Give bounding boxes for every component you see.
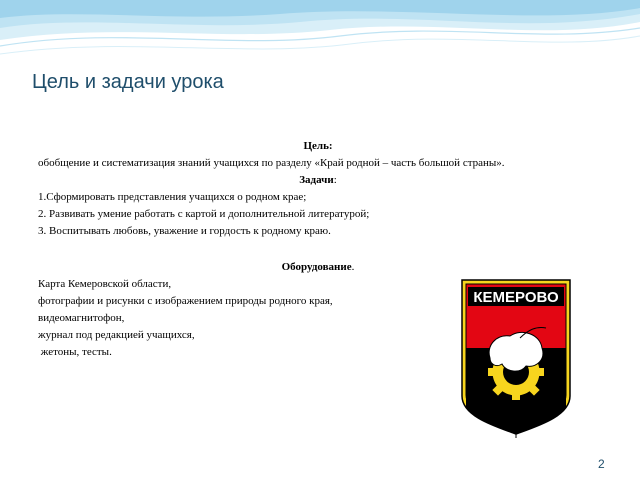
task-item: 1.Сформировать представления учащихся о родном крае; (38, 191, 307, 203)
emblem-caption: КЕМЕРОВО (473, 289, 559, 306)
tasks-heading: Задачи (299, 174, 334, 186)
task-item: 3. Воспитывать любовь, уважение и гордость к родному краю. (38, 225, 331, 237)
page-number: 2 (598, 457, 605, 471)
goal-heading: Цель: (303, 140, 333, 152)
tasks-heading-suffix: : (333, 174, 337, 186)
kemerovo-coat-of-arms-icon (456, 276, 576, 438)
slide-title: Цель и задачи урока (32, 71, 224, 93)
tasks-heading-line (38, 172, 598, 189)
equipment-item: фотографии и рисунки с изображением природы родного края, (38, 295, 333, 307)
equipment-item: Карта Кемеровской области, (38, 278, 172, 290)
equipment-heading: Оборудование (281, 261, 352, 273)
equipment-item: видеомагнитофон, (38, 312, 125, 324)
equipment-item: жетоны, тесты. (38, 346, 112, 358)
header-wave-decoration (0, 0, 640, 70)
task-item: 2. Развивать умение работать с картой и дополнительной литературой; (38, 208, 370, 220)
equipment-item: журнал под редакцией учащихся, (38, 329, 195, 341)
equipment-heading-suffix: . (351, 261, 355, 273)
goal-text: обобщение и систематизация знаний учащихся по разделу «Край родной – часть большой страны». (38, 157, 505, 169)
equipment-heading-line (38, 259, 598, 276)
